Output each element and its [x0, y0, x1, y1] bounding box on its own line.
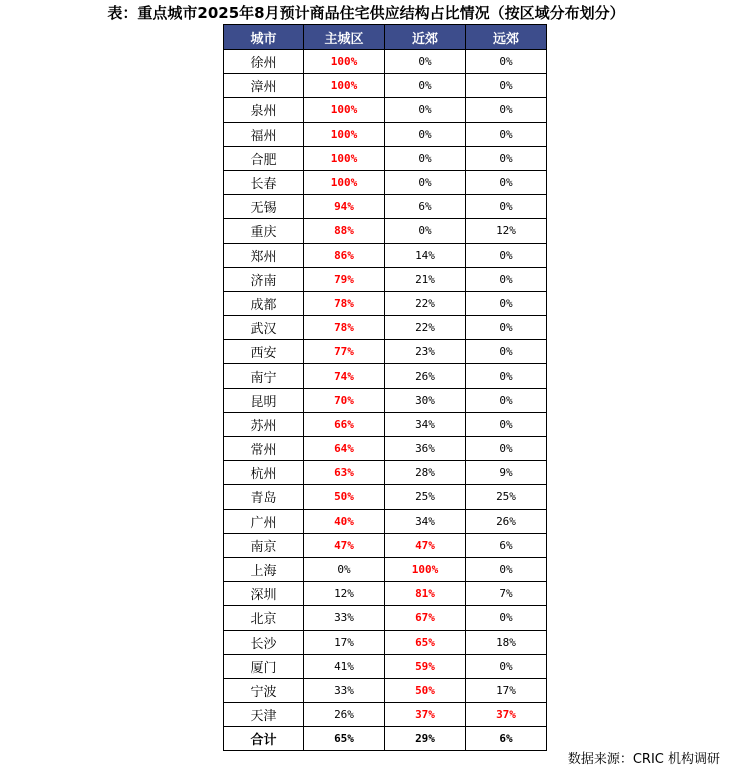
- far-suburb-cell: 9%: [466, 461, 547, 485]
- near-suburb-cell: 81%: [385, 582, 466, 606]
- main-urban-cell: 88%: [304, 219, 385, 243]
- far-suburb-cell: 0%: [466, 388, 547, 412]
- table-body: [224, 50, 547, 751]
- far-suburb-cell: 0%: [466, 195, 547, 219]
- near-suburb-cell: 26%: [385, 364, 466, 388]
- main-urban-cell: 0%: [304, 557, 385, 581]
- far-suburb-cell: 25%: [466, 485, 547, 509]
- table-row: [224, 678, 547, 702]
- table-row: [224, 316, 547, 340]
- far-suburb-cell: 37%: [466, 703, 547, 727]
- table-row: [224, 146, 547, 170]
- city-cell: 无锡: [224, 195, 304, 219]
- far-suburb-cell: 0%: [466, 122, 547, 146]
- table-row: [224, 654, 547, 678]
- city-cell: 杭州: [224, 461, 304, 485]
- main-urban-cell: 40%: [304, 509, 385, 533]
- table-row: [224, 291, 547, 315]
- near-suburb-cell: 0%: [385, 74, 466, 98]
- city-cell: 南京: [224, 533, 304, 557]
- far-suburb-cell: 0%: [466, 98, 547, 122]
- main-urban-cell: 100%: [304, 170, 385, 194]
- main-urban-cell: 63%: [304, 461, 385, 485]
- city-cell: 厦门: [224, 654, 304, 678]
- city-cell: 常州: [224, 437, 304, 461]
- near-suburb-cell: 0%: [385, 98, 466, 122]
- table-row: [224, 461, 547, 485]
- city-cell: 长春: [224, 170, 304, 194]
- total-label: 合计: [224, 727, 304, 751]
- total-main-urban-cell: 65%: [304, 727, 385, 751]
- far-suburb-cell: 0%: [466, 267, 547, 291]
- city-cell: 苏州: [224, 412, 304, 436]
- main-urban-cell: 47%: [304, 533, 385, 557]
- table-row: [224, 509, 547, 533]
- table-row: [224, 606, 547, 630]
- near-suburb-cell: 34%: [385, 509, 466, 533]
- header-row: [224, 25, 547, 50]
- table-row: [224, 170, 547, 194]
- city-cell: 北京: [224, 606, 304, 630]
- far-suburb-cell: 0%: [466, 654, 547, 678]
- near-suburb-cell: 0%: [385, 170, 466, 194]
- main-urban-cell: 79%: [304, 267, 385, 291]
- main-urban-cell: 64%: [304, 437, 385, 461]
- city-cell: 深圳: [224, 582, 304, 606]
- far-suburb-cell: 6%: [466, 533, 547, 557]
- near-suburb-cell: 6%: [385, 195, 466, 219]
- city-cell: 重庆: [224, 219, 304, 243]
- city-cell: 成都: [224, 291, 304, 315]
- table-row: [224, 437, 547, 461]
- city-cell: 徐州: [224, 50, 304, 74]
- main-urban-cell: 86%: [304, 243, 385, 267]
- far-suburb-cell: 17%: [466, 678, 547, 702]
- main-urban-cell: 26%: [304, 703, 385, 727]
- main-urban-cell: 17%: [304, 630, 385, 654]
- near-suburb-cell: 30%: [385, 388, 466, 412]
- header-near-suburb: 近郊: [385, 25, 466, 50]
- city-cell: 福州: [224, 122, 304, 146]
- far-suburb-cell: 12%: [466, 219, 547, 243]
- near-suburb-cell: 59%: [385, 654, 466, 678]
- far-suburb-cell: 0%: [466, 50, 547, 74]
- far-suburb-cell: 7%: [466, 582, 547, 606]
- near-suburb-cell: 0%: [385, 219, 466, 243]
- city-cell: 青岛: [224, 485, 304, 509]
- city-cell: 上海: [224, 557, 304, 581]
- main-urban-cell: 100%: [304, 50, 385, 74]
- table-row: [224, 50, 547, 74]
- city-cell: 武汉: [224, 316, 304, 340]
- header-main-urban: 主城区: [304, 25, 385, 50]
- header-city: 城市: [224, 25, 304, 50]
- table-row: [224, 533, 547, 557]
- table-row: [224, 340, 547, 364]
- supply-structure-table: [223, 24, 547, 751]
- main-urban-cell: 100%: [304, 146, 385, 170]
- far-suburb-cell: 0%: [466, 557, 547, 581]
- near-suburb-cell: 22%: [385, 316, 466, 340]
- far-suburb-cell: 0%: [466, 437, 547, 461]
- main-urban-cell: 12%: [304, 582, 385, 606]
- table-row: [224, 485, 547, 509]
- header-far-suburb: 远郊: [466, 25, 547, 50]
- near-suburb-cell: 0%: [385, 50, 466, 74]
- far-suburb-cell: 0%: [466, 606, 547, 630]
- main-urban-cell: 94%: [304, 195, 385, 219]
- far-suburb-cell: 0%: [466, 146, 547, 170]
- far-suburb-cell: 0%: [466, 316, 547, 340]
- main-urban-cell: 66%: [304, 412, 385, 436]
- far-suburb-cell: 0%: [466, 412, 547, 436]
- city-cell: 郑州: [224, 243, 304, 267]
- near-suburb-cell: 14%: [385, 243, 466, 267]
- far-suburb-cell: 0%: [466, 243, 547, 267]
- far-suburb-cell: 0%: [466, 364, 547, 388]
- main-urban-cell: 41%: [304, 654, 385, 678]
- table-row: [224, 630, 547, 654]
- city-cell: 西安: [224, 340, 304, 364]
- near-suburb-cell: 28%: [385, 461, 466, 485]
- far-suburb-cell: 26%: [466, 509, 547, 533]
- main-urban-cell: 100%: [304, 122, 385, 146]
- city-cell: 天津: [224, 703, 304, 727]
- main-urban-cell: 70%: [304, 388, 385, 412]
- table-row: [224, 98, 547, 122]
- city-cell: 济南: [224, 267, 304, 291]
- city-cell: 南宁: [224, 364, 304, 388]
- table-row: [224, 388, 547, 412]
- total-near-suburb-cell: 29%: [385, 727, 466, 751]
- near-suburb-cell: 47%: [385, 533, 466, 557]
- table-row: [224, 195, 547, 219]
- far-suburb-cell: 0%: [466, 340, 547, 364]
- near-suburb-cell: 23%: [385, 340, 466, 364]
- table-row: [224, 364, 547, 388]
- main-urban-cell: 33%: [304, 678, 385, 702]
- near-suburb-cell: 50%: [385, 678, 466, 702]
- table-row: [224, 557, 547, 581]
- main-urban-cell: 33%: [304, 606, 385, 630]
- table-title: 表：重点城市2025年8月预计商品住宅供应结构占比情况（按区域分布划分）: [107, 4, 625, 22]
- near-suburb-cell: 34%: [385, 412, 466, 436]
- table-row: [224, 122, 547, 146]
- near-suburb-cell: 22%: [385, 291, 466, 315]
- total-far-suburb-cell: 6%: [466, 727, 547, 751]
- near-suburb-cell: 67%: [385, 606, 466, 630]
- main-urban-cell: 78%: [304, 291, 385, 315]
- main-urban-cell: 78%: [304, 316, 385, 340]
- total-row: [224, 727, 547, 751]
- main-urban-cell: 100%: [304, 74, 385, 98]
- near-suburb-cell: 65%: [385, 630, 466, 654]
- city-cell: 广州: [224, 509, 304, 533]
- city-cell: 宁波: [224, 678, 304, 702]
- main-urban-cell: 74%: [304, 364, 385, 388]
- city-cell: 合肥: [224, 146, 304, 170]
- near-suburb-cell: 0%: [385, 122, 466, 146]
- main-urban-cell: 77%: [304, 340, 385, 364]
- table-row: [224, 243, 547, 267]
- table-row: [224, 412, 547, 436]
- far-suburb-cell: 0%: [466, 74, 547, 98]
- city-cell: 泉州: [224, 98, 304, 122]
- near-suburb-cell: 25%: [385, 485, 466, 509]
- table-row: [224, 219, 547, 243]
- far-suburb-cell: 0%: [466, 170, 547, 194]
- near-suburb-cell: 21%: [385, 267, 466, 291]
- far-suburb-cell: 18%: [466, 630, 547, 654]
- city-cell: 漳州: [224, 74, 304, 98]
- near-suburb-cell: 36%: [385, 437, 466, 461]
- source-note: 数据来源：CRIC 机构调研: [567, 752, 720, 767]
- near-suburb-cell: 100%: [385, 557, 466, 581]
- city-cell: 昆明: [224, 388, 304, 412]
- far-suburb-cell: 0%: [466, 291, 547, 315]
- near-suburb-cell: 0%: [385, 146, 466, 170]
- main-urban-cell: 50%: [304, 485, 385, 509]
- table-row: [224, 703, 547, 727]
- main-urban-cell: 100%: [304, 98, 385, 122]
- table-row: [224, 74, 547, 98]
- table-row: [224, 267, 547, 291]
- city-cell: 长沙: [224, 630, 304, 654]
- table-row: [224, 582, 547, 606]
- near-suburb-cell: 37%: [385, 703, 466, 727]
